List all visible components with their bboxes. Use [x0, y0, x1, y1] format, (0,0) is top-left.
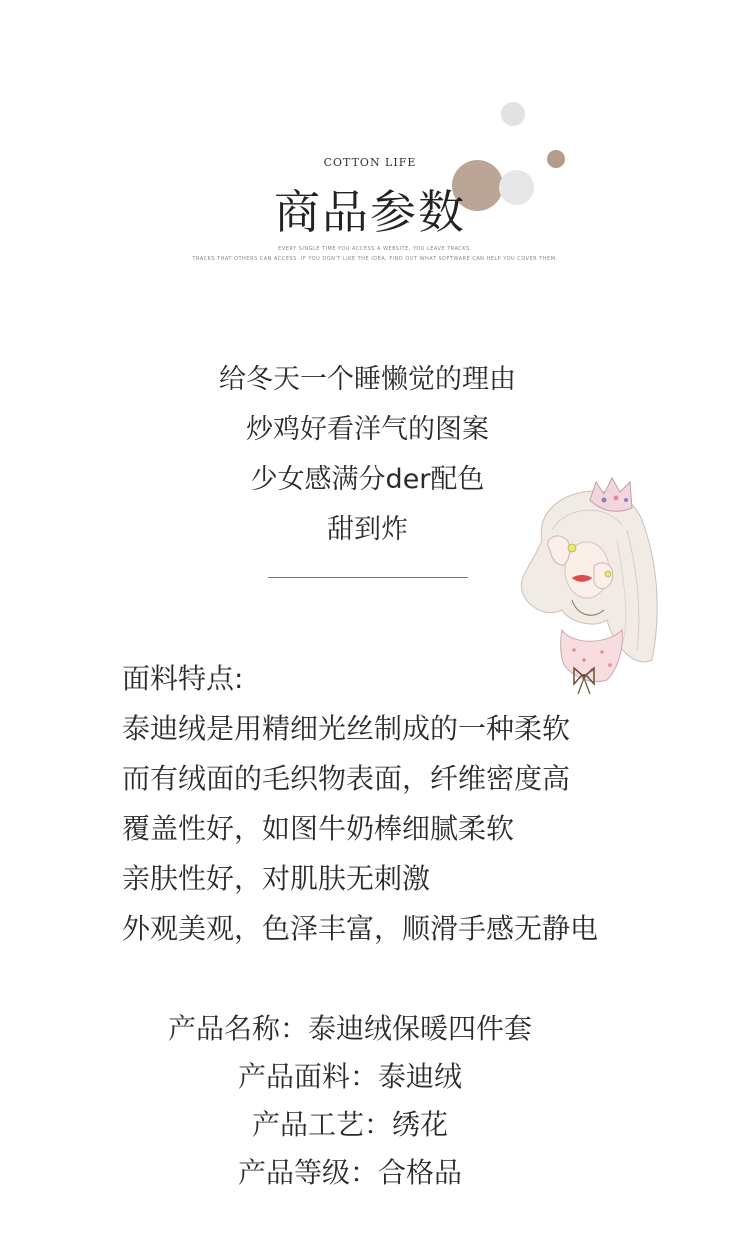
param-product-craft: 产品工艺：绣花 — [251, 1108, 448, 1141]
feature-line: 而有绒面的毛织物表面，纤维密度高 — [122, 762, 571, 795]
intro-line: 甜到炸 — [327, 514, 408, 545]
feature-line: 泰迪绒是用精细光丝制成的一种柔软 — [122, 712, 571, 745]
feature-line: 覆盖性好，如图牛奶棒细腻柔软 — [122, 812, 515, 845]
feature-line: 外观美观，色泽丰富，顺滑手感无静电 — [122, 912, 599, 945]
fabric-features-section — [122, 654, 742, 954]
features-heading: 面料特点: — [122, 662, 244, 695]
header-subtitle: COTTON LIFE — [323, 156, 417, 169]
intro-line: 给冬天一个睡懒觉的理由 — [219, 364, 516, 395]
param-product-grade: 产品等级：合格品 — [237, 1156, 462, 1189]
decor-dot — [501, 102, 525, 126]
intro-line: 炒鸡好看洋气的图案 — [246, 414, 489, 445]
decor-dot-small — [547, 150, 565, 168]
intro-line: 少女感满分der配色 — [250, 464, 485, 495]
header-section — [0, 0, 750, 300]
param-product-fabric: 产品面料：泰迪绒 — [237, 1060, 462, 1093]
page-title: 商品参数 — [274, 185, 466, 239]
param-product-name: 产品名称：泰迪绒保暖四件套 — [167, 1012, 532, 1045]
header-tagline-2: TRACKS THAT OTHERS CAN ACCESS. IF YOU DON'T LIKE THE IDEA, FIND OUT WHAT SOFTWARE CAN HELP YOU COVER THEM. — [192, 256, 558, 262]
feature-line: 亲肤性好，对肌肤无刺激 — [122, 862, 431, 895]
header-tagline-1: EVERY SINGLE TIME YOU ACCESS A WEBSITE, YOU LEAVE TRACKS. — [278, 246, 472, 252]
divider-line — [268, 577, 468, 578]
product-params-section — [0, 1005, 700, 1197]
decor-dot — [499, 170, 534, 205]
